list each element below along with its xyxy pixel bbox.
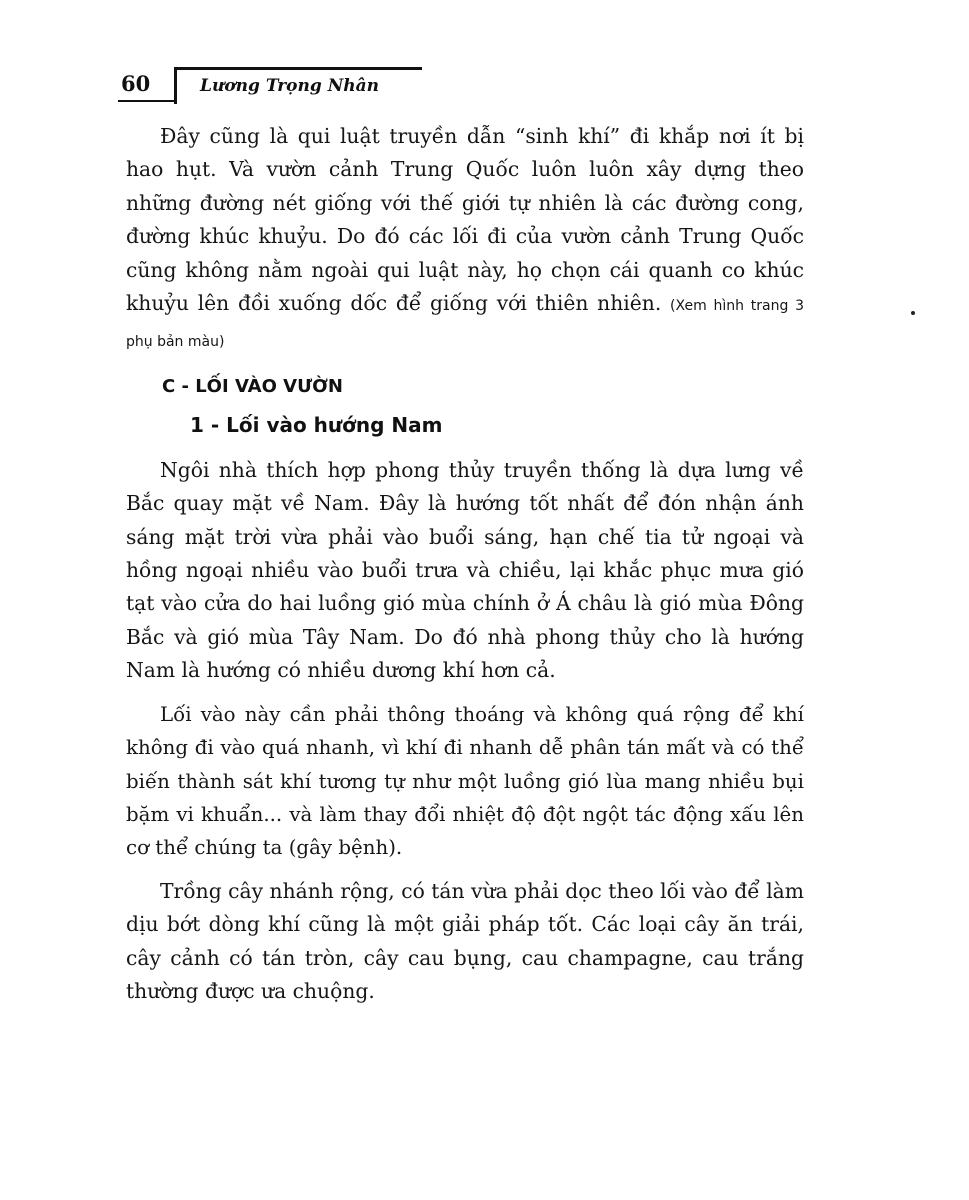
subsection-heading: 1 - Lối vào hướng Nam (190, 412, 443, 437)
figure-reference-note: (Xem hình trang 3 phụ bản màu) (126, 298, 804, 351)
page-number-underline (118, 100, 174, 102)
paragraph-sinh-khi (126, 120, 804, 360)
paragraph-sinh-khi-text: Đây cũng là qui luật truyền dẫn “sinh khí” đi khắp nơi ít bị hao hụt. Và vườn cảnh Trung Quốc luôn luôn xây dựng theo những đường nét giống với thế giới tự nhiên là các đường cong, đường khúc khuỷu. Do đó các lối đi của vườn cảnh Trung Quốc cũng không nằm ngoài qui luật này, họ chọn cái quanh co khúc khuỷu lên đồi xuống dốc để giống với thiên nhiên. (126, 124, 804, 316)
page-number: 60 (121, 71, 151, 96)
paragraph-loi-vao: Lối vào này cần phải thông thoáng và không quá rộng để khí không đi vào quá nhanh, vì khí đi nhanh dễ phân tán mất và có thể biến thành sát khí tương tự như một luồng gió lùa mang nhiều bụi bặm vi khuẩn... và làm thay đổi nhiệt độ đột ngột tác động xấu lên cơ thể chúng ta (gây bệnh). (126, 702, 804, 860)
header-bracket (174, 67, 177, 104)
page-body (126, 120, 804, 1008)
running-title-author: Lương Trọng Nhân (200, 76, 379, 96)
page-header (0, 0, 969, 110)
stray-ink-mark (911, 311, 915, 315)
paragraph-huong-nam: Ngôi nhà thích hợp phong thủy truyền thống là dựa lưng về Bắc quay mặt về Nam. Đây là hướng tốt nhất để đón nhận ánh sáng mặt trời vừa phải vào buổi sáng, hạn chế tia tử ngoại và hồng ngoại nhiều vào buổi trưa và chiều, lại khắc phục mưa gió tạt vào cửa do hai luồng gió mùa chính ở Á châu là gió mùa Đông Bắc và gió mùa Tây Nam. Do đó nhà phong thủy cho là hướng Nam là hướng có nhiều dương khí hơn cả. (126, 457, 804, 683)
section-heading: C - LỐI VÀO VƯỜN (162, 375, 343, 397)
header-rule (174, 67, 422, 70)
paragraph-trong-cay: Trồng cây nhánh rộng, có tán vừa phải dọc theo lối vào để làm dịu bớt dòng khí cũng là một giải pháp tốt. Các loại cây ăn trái, cây cảnh có tán tròn, cây cau bụng, cau champagne, cau trắng thường được ưa chuộng. (126, 878, 804, 1003)
